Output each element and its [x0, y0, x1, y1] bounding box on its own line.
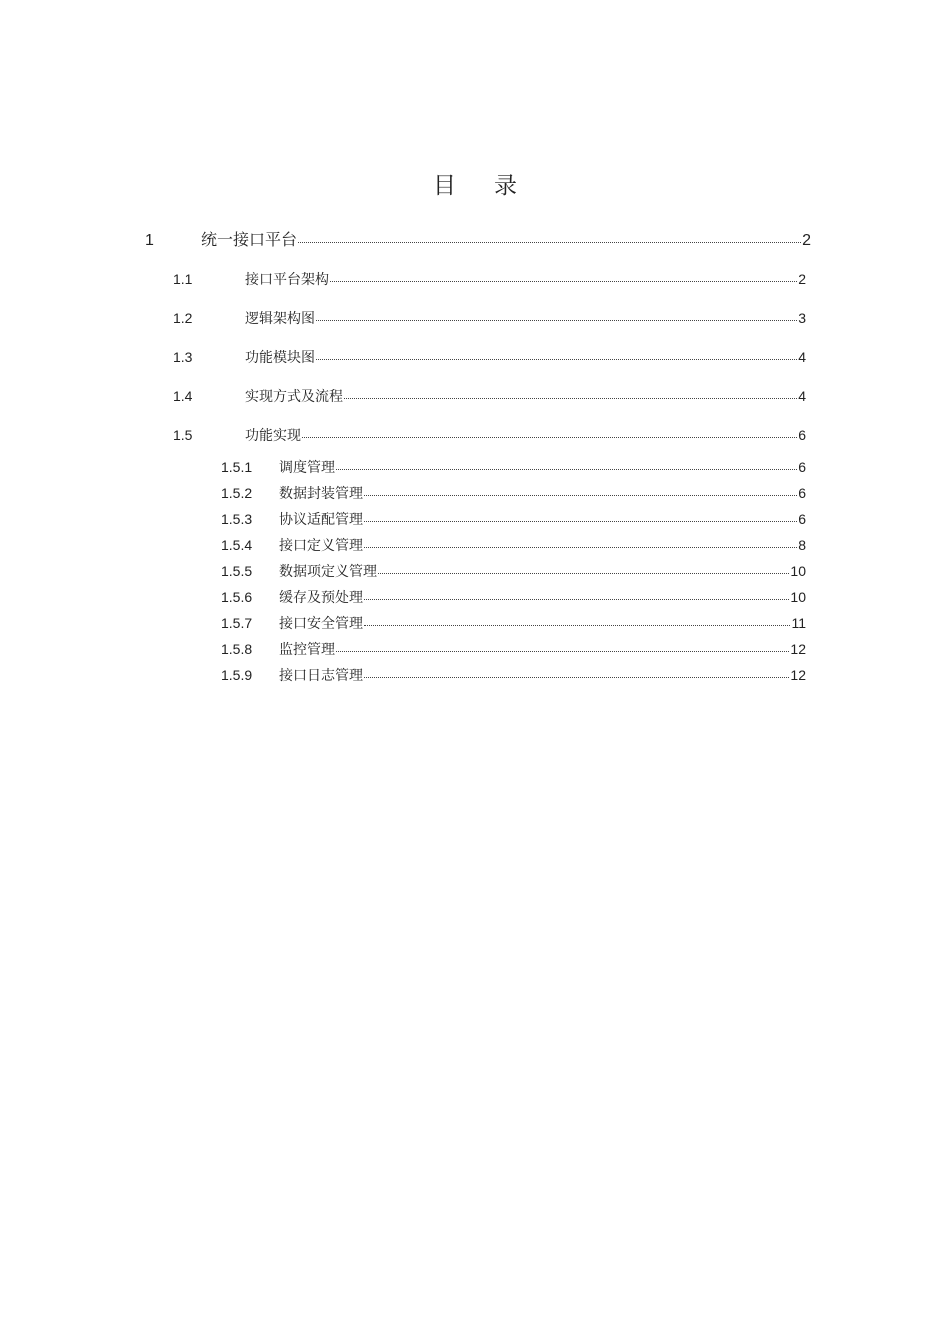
toc-entry[interactable]: [173, 425, 806, 447]
toc-dot-leader: [364, 614, 790, 628]
toc-entry-label: 调度管理: [279, 460, 335, 476]
toc-entry-number: 1.5.7: [221, 615, 253, 631]
toc-entry-number: 1.3: [173, 349, 193, 365]
toc-title: 目录: [433, 173, 555, 199]
toc-entry-page: 4: [798, 388, 806, 404]
toc-entry-number: 1.5.9: [221, 667, 253, 683]
toc-entry-label: 功能模块图: [245, 350, 315, 366]
toc-entry[interactable]: [173, 386, 806, 408]
toc-entry-number: 1.5.1: [221, 459, 253, 475]
toc-entry[interactable]: [221, 639, 806, 661]
toc-dot-leader: [378, 562, 789, 576]
toc-entry[interactable]: [221, 457, 806, 479]
toc-entry-page: 3: [798, 310, 806, 326]
toc-entry-page: 8: [798, 537, 806, 553]
toc-entry-label: 协议适配管理: [279, 512, 363, 528]
toc-entry[interactable]: [221, 483, 806, 505]
toc-entry-number: 1.5: [173, 427, 193, 443]
toc-dot-leader: [364, 588, 789, 602]
toc-entry-label: 接口安全管理: [279, 616, 363, 632]
toc-entry-page: 2: [802, 232, 811, 249]
toc-entry-page: 10: [790, 563, 806, 579]
toc-entry[interactable]: [145, 227, 811, 251]
toc-entry-number: 1.4: [173, 388, 193, 404]
toc-entry-number: 1: [145, 232, 154, 249]
toc-dot-leader: [298, 229, 801, 245]
toc-entry-page: 6: [798, 427, 806, 443]
toc-dot-leader: [344, 387, 797, 401]
toc-entry-label: 功能实现: [245, 428, 301, 444]
toc-entry-number: 1.5.8: [221, 641, 253, 657]
toc-entry[interactable]: [221, 665, 806, 687]
toc-entry-number: 1.5.3: [221, 511, 253, 527]
toc-entry-number: 1.2: [173, 310, 193, 326]
toc-entry-page: 10: [790, 589, 806, 605]
toc-entry-number: 1.5.4: [221, 537, 253, 553]
toc-dot-leader: [364, 484, 797, 498]
toc-entry[interactable]: [173, 308, 806, 330]
toc-entry-label: 接口定义管理: [279, 538, 363, 554]
toc-entry-page: 6: [798, 485, 806, 501]
toc-dot-leader: [364, 666, 789, 680]
toc-entry-number: 1.1: [173, 271, 193, 287]
toc-entry-label: 缓存及预处理: [279, 590, 363, 606]
toc-entry-label: 接口平台架构: [245, 272, 329, 288]
toc-dot-leader: [364, 510, 797, 524]
toc-entry-number: 1.5.2: [221, 485, 253, 501]
toc-entry-page: 2: [798, 271, 806, 287]
toc-entry-label: 监控管理: [279, 642, 335, 658]
toc-entry-page: 12: [790, 667, 806, 683]
toc-entry-label: 数据项定义管理: [279, 564, 377, 580]
toc-entry-number: 1.5.6: [221, 589, 253, 605]
toc-dot-leader: [364, 536, 797, 550]
toc-entry[interactable]: [173, 347, 806, 369]
toc-dot-leader: [330, 270, 797, 284]
toc-entry-page: 6: [798, 459, 806, 475]
toc-entry-number: 1.5.5: [221, 563, 253, 579]
toc-entry-label: 统一接口平台: [201, 230, 298, 249]
toc-entry[interactable]: [221, 509, 806, 531]
toc-entry-label: 实现方式及流程: [245, 389, 343, 405]
toc-entry[interactable]: [221, 613, 806, 635]
toc-entry-label: 接口日志管理: [279, 668, 363, 684]
toc-entry[interactable]: [221, 587, 806, 609]
toc-entry-page: 4: [798, 349, 806, 365]
toc-entry-label: 数据封装管理: [279, 486, 363, 502]
toc-entry-label: 逻辑架构图: [245, 311, 315, 327]
toc-entry[interactable]: [221, 535, 806, 557]
toc-dot-leader: [316, 348, 797, 362]
toc-dot-leader: [316, 309, 797, 323]
toc-dot-leader: [302, 426, 797, 440]
toc-entry[interactable]: [221, 561, 806, 583]
toc-entry-page: 12: [790, 641, 806, 657]
toc-entry-page: 6: [798, 511, 806, 527]
toc-dot-leader: [336, 640, 789, 654]
toc-entry[interactable]: [173, 269, 806, 291]
toc-entry-page: 11: [791, 615, 806, 631]
toc-dot-leader: [336, 458, 797, 472]
